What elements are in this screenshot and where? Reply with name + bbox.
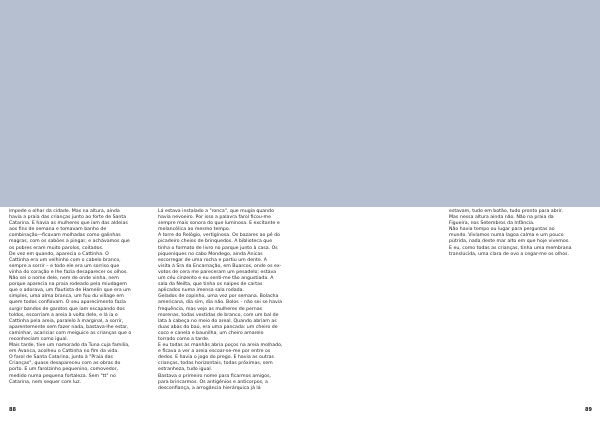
text-column-1: impede o olhar da cidade. Mas na altura, ainda havia a praia das crianças junto ao forte de Santa Catarina. E havia as mulheres que iam das aldeias aos fins de semana e tomavam banho de combinação—ficavam molhadas como galinhas magras, com os sabões a pingar, e achávamos que os pobres eram muito parolos, coitados. De vez em quando, aparecia o Cattinha. O Cattinha era um velhinho com o cabelo branco, sempre a sorrir – e todo ele era um sorriso que vinha do coração e lhe fazia desaparecer os olhos. Não sei o nome dele, nem de onde vinha, nem porque aparecia na praia rodeado pela miudagem que o adorava, um flautista de Hamelin que era um simples, uma alma branca, um fou du village em quem todos confiavam. O seu aparecimento fazia surgir bandos de garotos que iam escapando dos toldos, escorriam a areia à volta dele, e lá ia o Cattinha pela areia, paralelo à marginal, a sorrir, aparentemente sem fazer nada, bastava-lhe estar, caminhar, acariciar com meiguice as crianças que o reconheciam como igual. Mais tarde, tive um namorado da Tuna cuja família, em Avanca, acolheu o Cattinha no fim da vida. O farol de Santa Catarina, junto à "Praia das Crianças", quase desapareceu com as obras do porto. E um farolzinho pequenino, comovedor, medido numa pequena fortaleza. Sem "tt" no Catarina, nem sequer com luz. (9, 209, 132, 385)
text-column-2: Lá estava instalado a "ronca", que mugia quando havia nevoeiro. Por isso a palavra farol ficou-me sempre mais sonora do que luminosa. E excitante e melancólica ao mesmo tempo. A torre do Relógio, vertiginosa. Os bazares ao pé do picadeiro cheios de brinquedos. A biblioteca que tinha o formato de livro no parque junto à casa. Os piqueniques no cabo Mondego, ainda Anicas escorregar de uma rocha e partiu um dente. A visita à Sra da Encarnação, em Buarcos, onde os ex- votos de cera me pareceram um pesadelo; estava um céu cinzento e eu senti-me tão angustiada. A sala da Neilta, que tinha os naipes de cartas aplicados numa imensa sala rodada. Gelados de copinho, uma vez por semana. Bolacha americana, dia sim, dia não. Bolos – não sei se havia frequência, mas vejo as mulheres de pernas morenas, todas vestidas de branco, com um bal de lata à cabeça no meio do areal. Quando abriam as duas abas do baú, era uma pancada: um cheiro de coco e canela e baunilha, um cheiro amarelo torrado como a tarde. E eu todas as manhãs abria poços na areia molhado, e ficava a ver a areia escoar-se-me por entre os dedos. E havia o jogo do prego. E havia as outras crianças, todas horizontais, todas próximas, sem estranheza, tudo igual. Bastava o primeiro nome para ficarmos amigos, para brincarmos. Os antigénios e anticorpos, a desconfiança, a arrogância hierárquica já lá (158, 209, 283, 391)
page-number-right: 89 (585, 407, 592, 413)
text-column-3: estavam, tudo em botão, tudo pronto para abrir. Mas nessa altura ainda não. Não na praia da Figueira, nos Setembros da Infância. Não havia tempo ou lugar para perguntas ao mundo. Vivíamos numa lagoa calma e um pouco pútrida, nada deste mar alto em que hoje vivemos. E eu, como todas as crianças, tinha uma membrana translúcida, uma clara de ovo a cegar-me os olhos. (449, 209, 572, 257)
page-number-left: 88 (9, 407, 16, 413)
photo-placeholder (0, 0, 600, 207)
